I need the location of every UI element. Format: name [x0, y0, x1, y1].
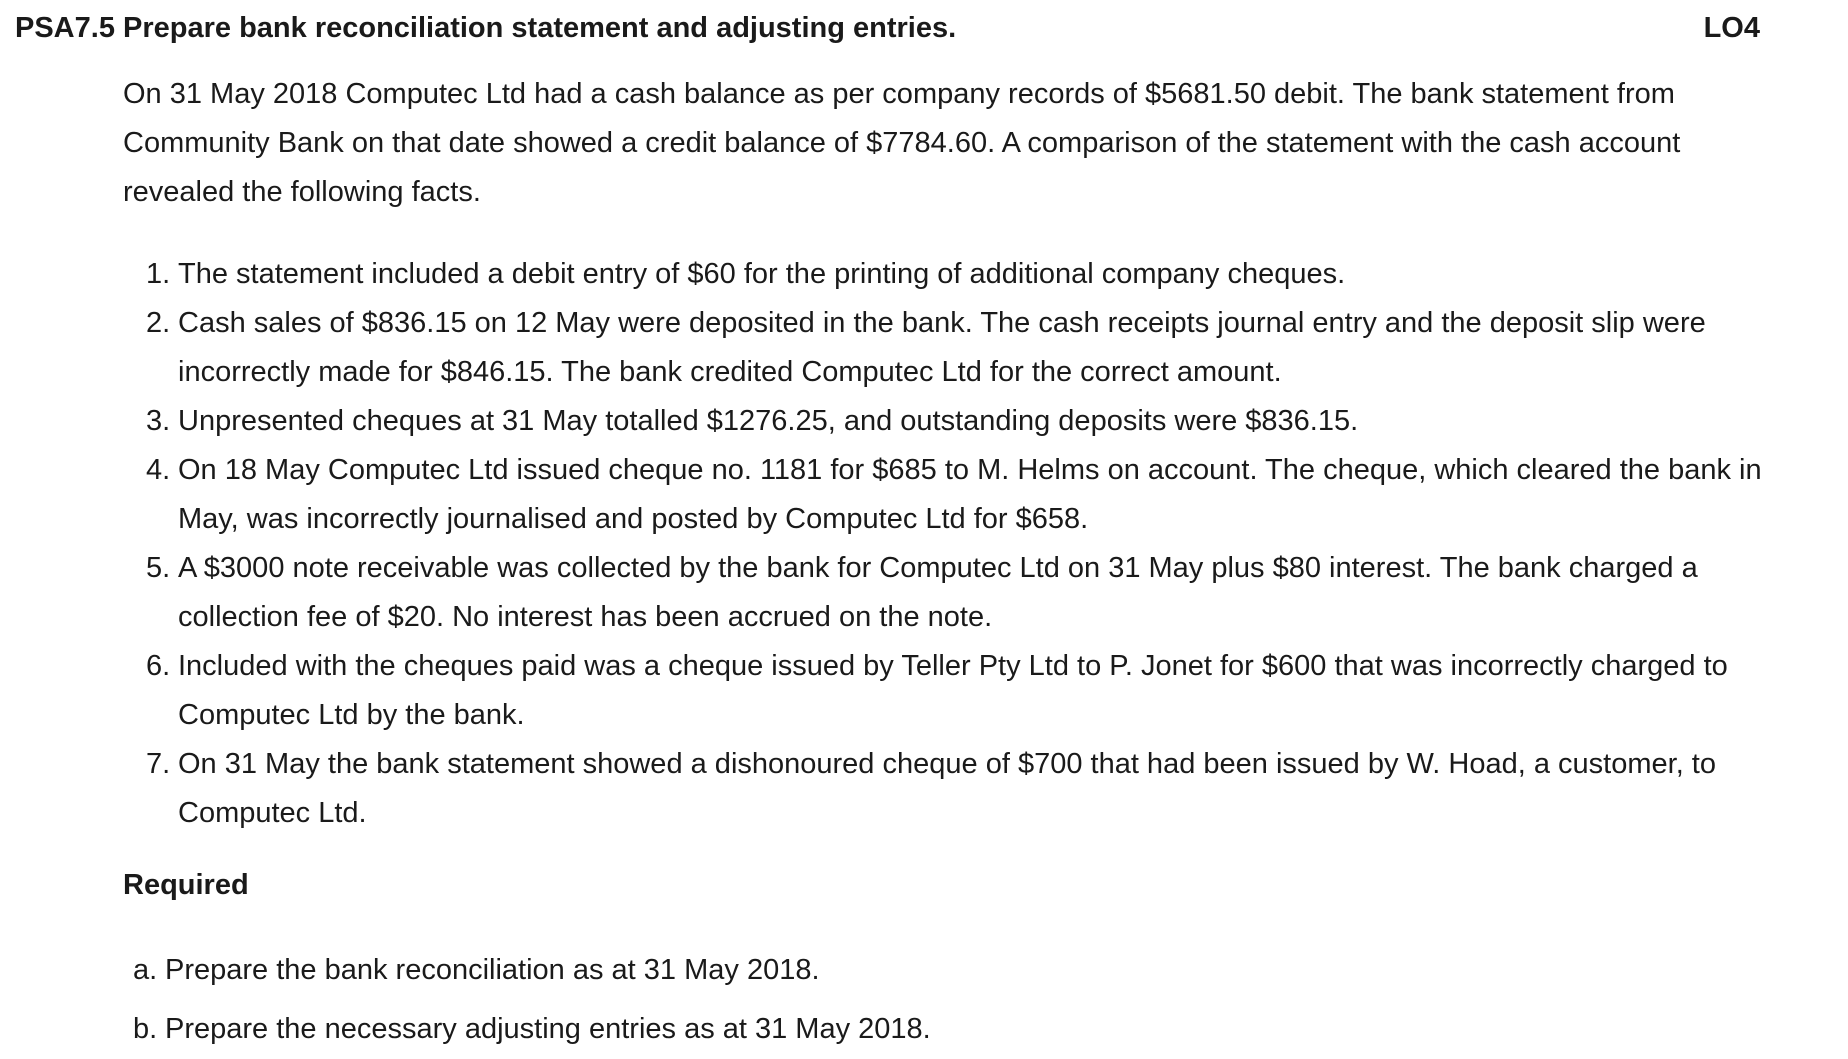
fact-item [123, 299, 1813, 397]
fact-text: Unpresented cheques at 31 May totalled $1276.25, and outstanding deposits were $836.15. [178, 405, 1359, 437]
intro-paragraph: On 31 May 2018 Computec Ltd had a cash balance as per company records of $5681.50 debit. The bank statement from Community Bank on that date showed a credit balance of $7784.60. A comparison of the statement with the cash account revealed the following facts. [123, 78, 1681, 208]
fact-number: 5. [146, 552, 171, 584]
fact-number: 6. [146, 650, 171, 682]
task-letter: b. [133, 1013, 158, 1045]
fact-item [123, 544, 1813, 642]
learning-objective-tag: LO4 [1703, 12, 1760, 44]
fact-number: 2. [146, 307, 171, 339]
facts-list [123, 250, 1813, 838]
fact-text: Included with the cheques paid was a cheque issued by Teller Pty Ltd to P. Jonet for $600 that was incorrectly charged to Computec Ltd by the bank. [178, 650, 1728, 731]
fact-item [123, 642, 1813, 740]
task-text: Prepare the necessary adjusting entries as at 31 May 2018. [165, 1013, 931, 1045]
task-letter: a. [133, 954, 158, 986]
fact-number: 4. [146, 454, 171, 486]
fact-number: 3. [146, 405, 171, 437]
task-item [123, 1000, 1773, 1059]
task-text: Prepare the bank reconciliation as at 31 May 2018. [165, 954, 820, 986]
fact-number: 1. [146, 258, 171, 290]
fact-text: The statement included a debit entry of $60 for the printing of additional company cheques. [178, 258, 1346, 290]
fact-text: Cash sales of $836.15 on 12 May were deposited in the bank. The cash receipts journal entry and the deposit slip were incorrectly made for $846.15. The bank credited Computec Ltd for the correct amount. [178, 307, 1706, 388]
problem-title: PSA7.5 Prepare bank reconciliation statement and adjusting entries. [15, 12, 957, 44]
fact-item [123, 397, 1813, 446]
fact-number: 7. [146, 748, 171, 780]
fact-item [123, 446, 1813, 544]
required-heading: Required [123, 869, 249, 901]
fact-item [123, 250, 1813, 299]
fact-text: On 31 May the bank statement showed a dishonoured cheque of $700 that had been issued by W. Hoad, a customer, to Computec Ltd. [178, 748, 1716, 829]
fact-item [123, 740, 1813, 838]
task-item [123, 941, 1773, 1000]
required-tasks-list [123, 941, 1773, 1059]
fact-text: On 18 May Computec Ltd issued cheque no. 1181 for $685 to M. Helms on account. The cheque, which cleared the bank in May, was incorrectly journalised and posted by Computec Ltd for $658. [178, 454, 1762, 535]
problem-heading [15, 6, 1760, 50]
fact-text: A $3000 note receivable was collected by the bank for Computec Ltd on 31 May plus $80 interest. The bank charged a collection fee of $20. No interest has been accrued on the note. [178, 552, 1698, 633]
